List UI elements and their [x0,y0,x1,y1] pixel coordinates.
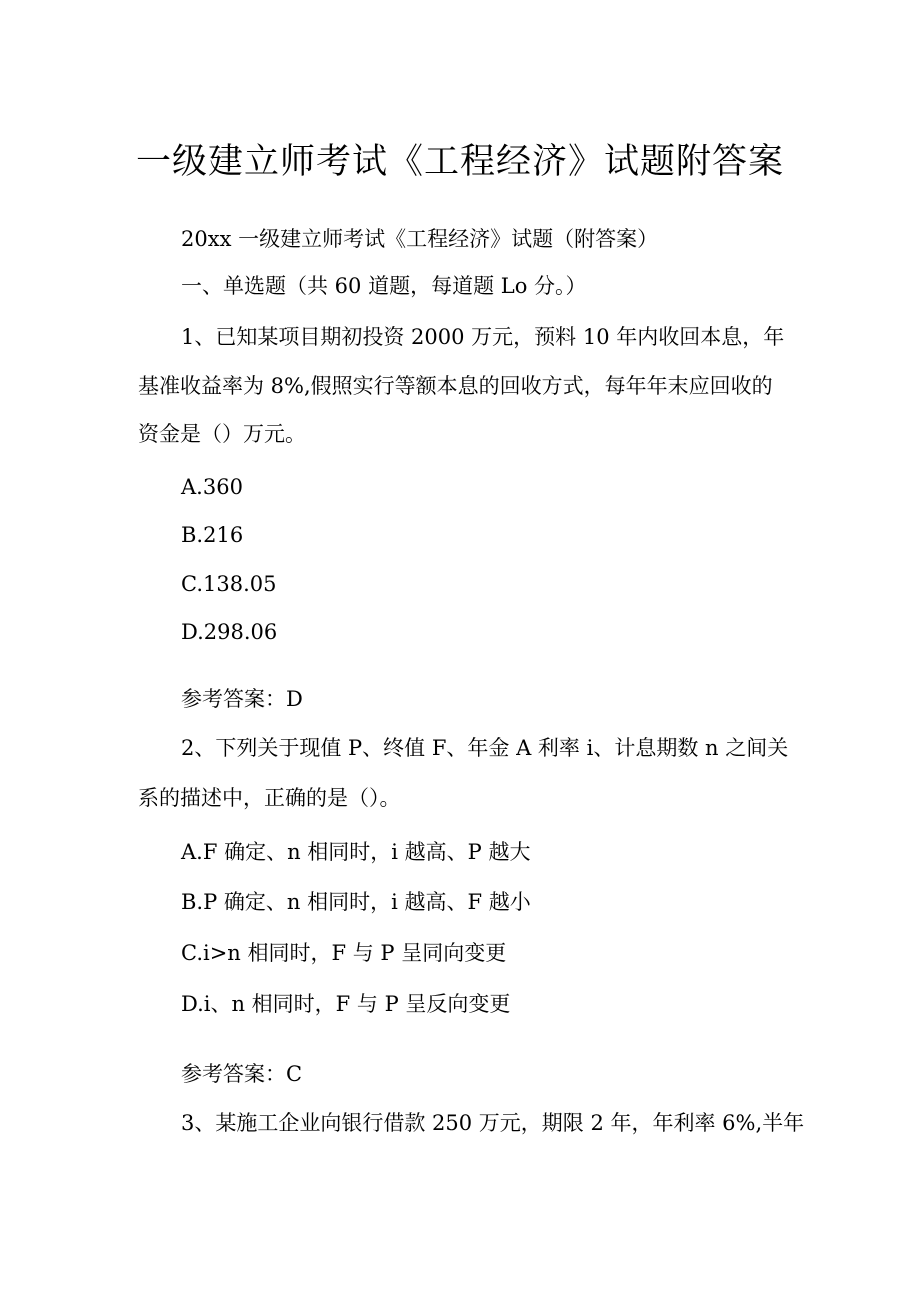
question-1-answer: 参考答案：D [181,687,303,711]
question-1-option-a: A.360 [181,475,243,499]
question-3-line-1: 3、某施工企业向银行借款 250 万元，期限 2 年，年利率 6%,半年 [181,1111,805,1135]
question-1-line-2: 基准收益率为 8%,假照实行等额本息的回收方式，每年年末应回收的 [138,374,773,398]
question-2-answer: 参考答案：C [181,1062,303,1086]
document-title: 一级建立师考试《工程经济》试题附答案 [135,142,784,182]
question-1-line-1: 1、已知某项目期初投资 2000 万元，预料 10 年内收回本息，年 [181,325,785,349]
section-heading: 一、单选题（共 60 道题，每道题 Lo 分。） [181,274,587,298]
question-2-option-b: B.P 确定、n 相同时，i 越高、F 越小 [181,890,531,914]
question-1-option-d: D.298.06 [181,620,278,644]
question-1-line-3: 资金是（）万元。 [138,422,306,446]
question-2-option-a: A.F 确定、n 相同时，i 越高、P 越大 [181,840,531,864]
question-2-line-2: 系的描述中，正确的是（）。 [138,786,401,810]
document-subtitle: 20xx 一级建立师考试《工程经济》试题（附答案） [181,227,659,251]
question-2-line-1: 2、下列关于现值 P、终值 F、年金 A 利率 i、计息期数 n 之间关 [181,736,789,760]
question-2-option-d: D.i、n 相同时，F 与 P 呈反向变更 [181,992,511,1016]
question-2-option-c: C.i>n 相同时，F 与 P 呈同向变更 [181,941,507,965]
question-1-option-c: C.138.05 [181,572,277,596]
question-1-option-b: B.216 [181,523,244,547]
